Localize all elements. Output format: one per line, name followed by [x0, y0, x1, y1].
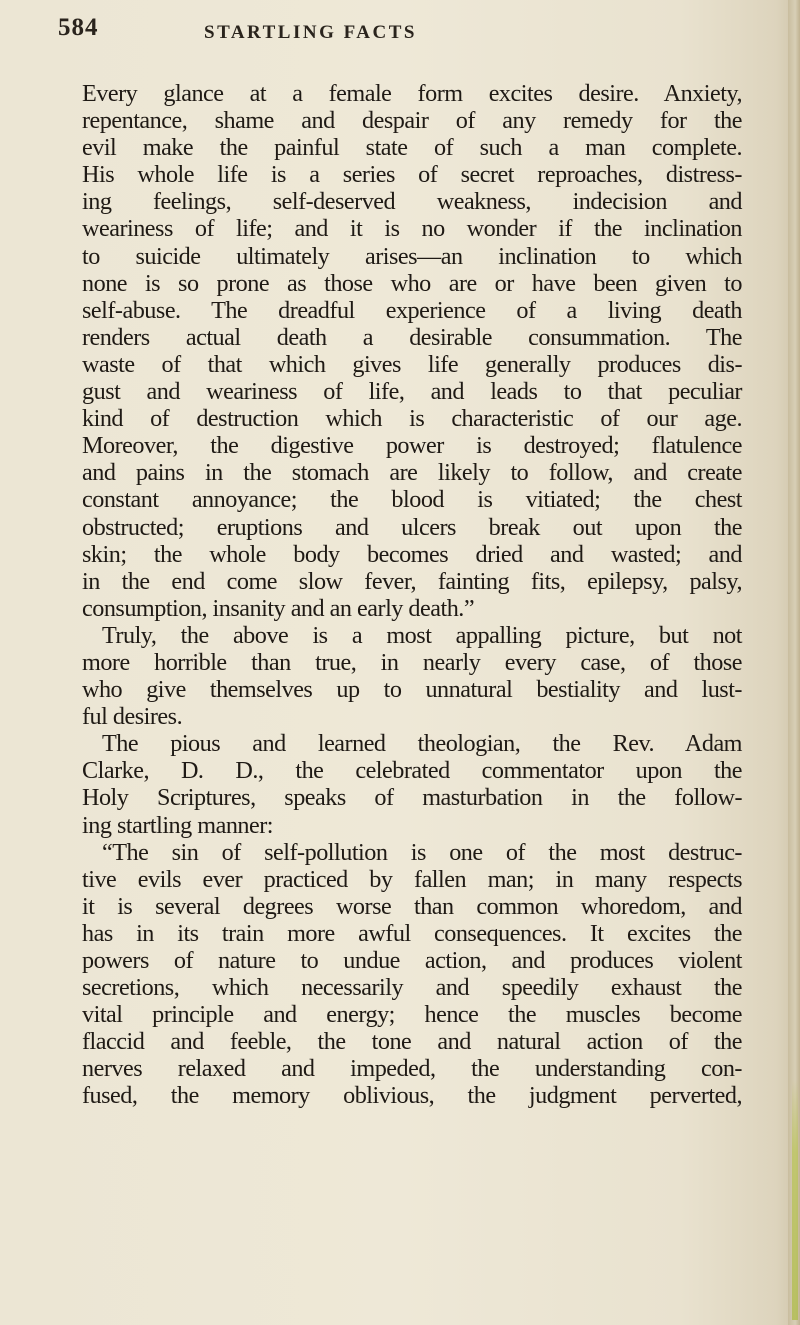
- text-line: ing startling manner:: [82, 811, 274, 839]
- text-line: His whole life is a series of secret reproaches, distress-: [82, 161, 742, 189]
- text-line: waste of that which gives life generally produces dis-: [82, 350, 742, 378]
- text-line: and pains in the stomach are likely to follow, and create: [82, 459, 742, 487]
- text-line: repentance, shame and despair of any remedy for the: [82, 107, 742, 135]
- page-edge-stain: [792, 1080, 798, 1320]
- text-line: Truly, the above is a most appalling picture, but not: [102, 621, 742, 649]
- page-number: 584: [58, 14, 99, 41]
- text-line: evil make the painful state of such a man complete.: [82, 134, 742, 162]
- text-line: kind of destruction which is characteristic of our age.: [82, 405, 742, 433]
- text-line: Clarke, D. D., the celebrated commentator upon the: [82, 757, 742, 785]
- text-line: weariness of life; and it is no wonder if the inclination: [82, 215, 742, 243]
- text-line: Moreover, the digestive power is destroyed; flatulence: [82, 432, 742, 460]
- text-line: consumption, insanity and an early death.”: [82, 594, 475, 622]
- text-line: “The sin of self-pollution is one of the most destruc-: [102, 838, 742, 866]
- text-line: in the end come slow fever, fainting fits, epilepsy, palsy,: [82, 567, 742, 595]
- text-line: skin; the whole body becomes dried and wasted; and: [82, 540, 742, 568]
- text-line: ful desires.: [82, 703, 183, 731]
- text-line: Every glance at a female form excites desire. Anxiety,: [82, 80, 742, 107]
- text-line: more horrible than true, in nearly every case, of those: [82, 648, 742, 676]
- text-line: nerves relaxed and impeded, the understanding con-: [82, 1055, 742, 1083]
- text-line: none is so prone as those who are or have been given to: [82, 269, 742, 297]
- text-line: renders actual death a desirable consummation. The: [82, 323, 742, 351]
- text-line: gust and weariness of life, and leads to that peculiar: [82, 378, 742, 406]
- text-line: obstructed; eruptions and ulcers break out upon the: [82, 513, 742, 541]
- text-line: fused, the memory oblivious, the judgment perverted,: [82, 1082, 742, 1110]
- text-line: ing feelings, self-deserved weakness, indecision and: [82, 188, 742, 216]
- text-line: has in its train more awful consequences. It excites the: [82, 919, 742, 947]
- body-text: [82, 80, 742, 1110]
- text-line: vital principle and energy; hence the muscles become: [82, 1001, 742, 1029]
- text-line: Holy Scriptures, speaks of masturbation in the follow-: [82, 784, 742, 812]
- text-line: to suicide ultimately arises—an inclination to which: [82, 242, 742, 270]
- text-line: secretions, which necessarily and speedily exhaust the: [82, 974, 742, 1002]
- text-line: self-abuse. The dreadful experience of a living death: [82, 296, 742, 324]
- text-line: tive evils ever practiced by fallen man; in many respects: [82, 865, 742, 893]
- running-title: STARTLING FACTS: [204, 22, 417, 43]
- text-line: it is several degrees worse than common whoredom, and: [82, 892, 742, 920]
- text-line: The pious and learned theologian, the Rev. Adam: [102, 730, 742, 758]
- text-line: who give themselves up to unnatural bestiality and lust-: [82, 676, 742, 704]
- text-line: flaccid and feeble, the tone and natural action of the: [82, 1028, 742, 1056]
- text-line: constant annoyance; the blood is vitiated; the chest: [82, 486, 742, 514]
- text-line: powers of nature to undue action, and produces violent: [82, 947, 742, 974]
